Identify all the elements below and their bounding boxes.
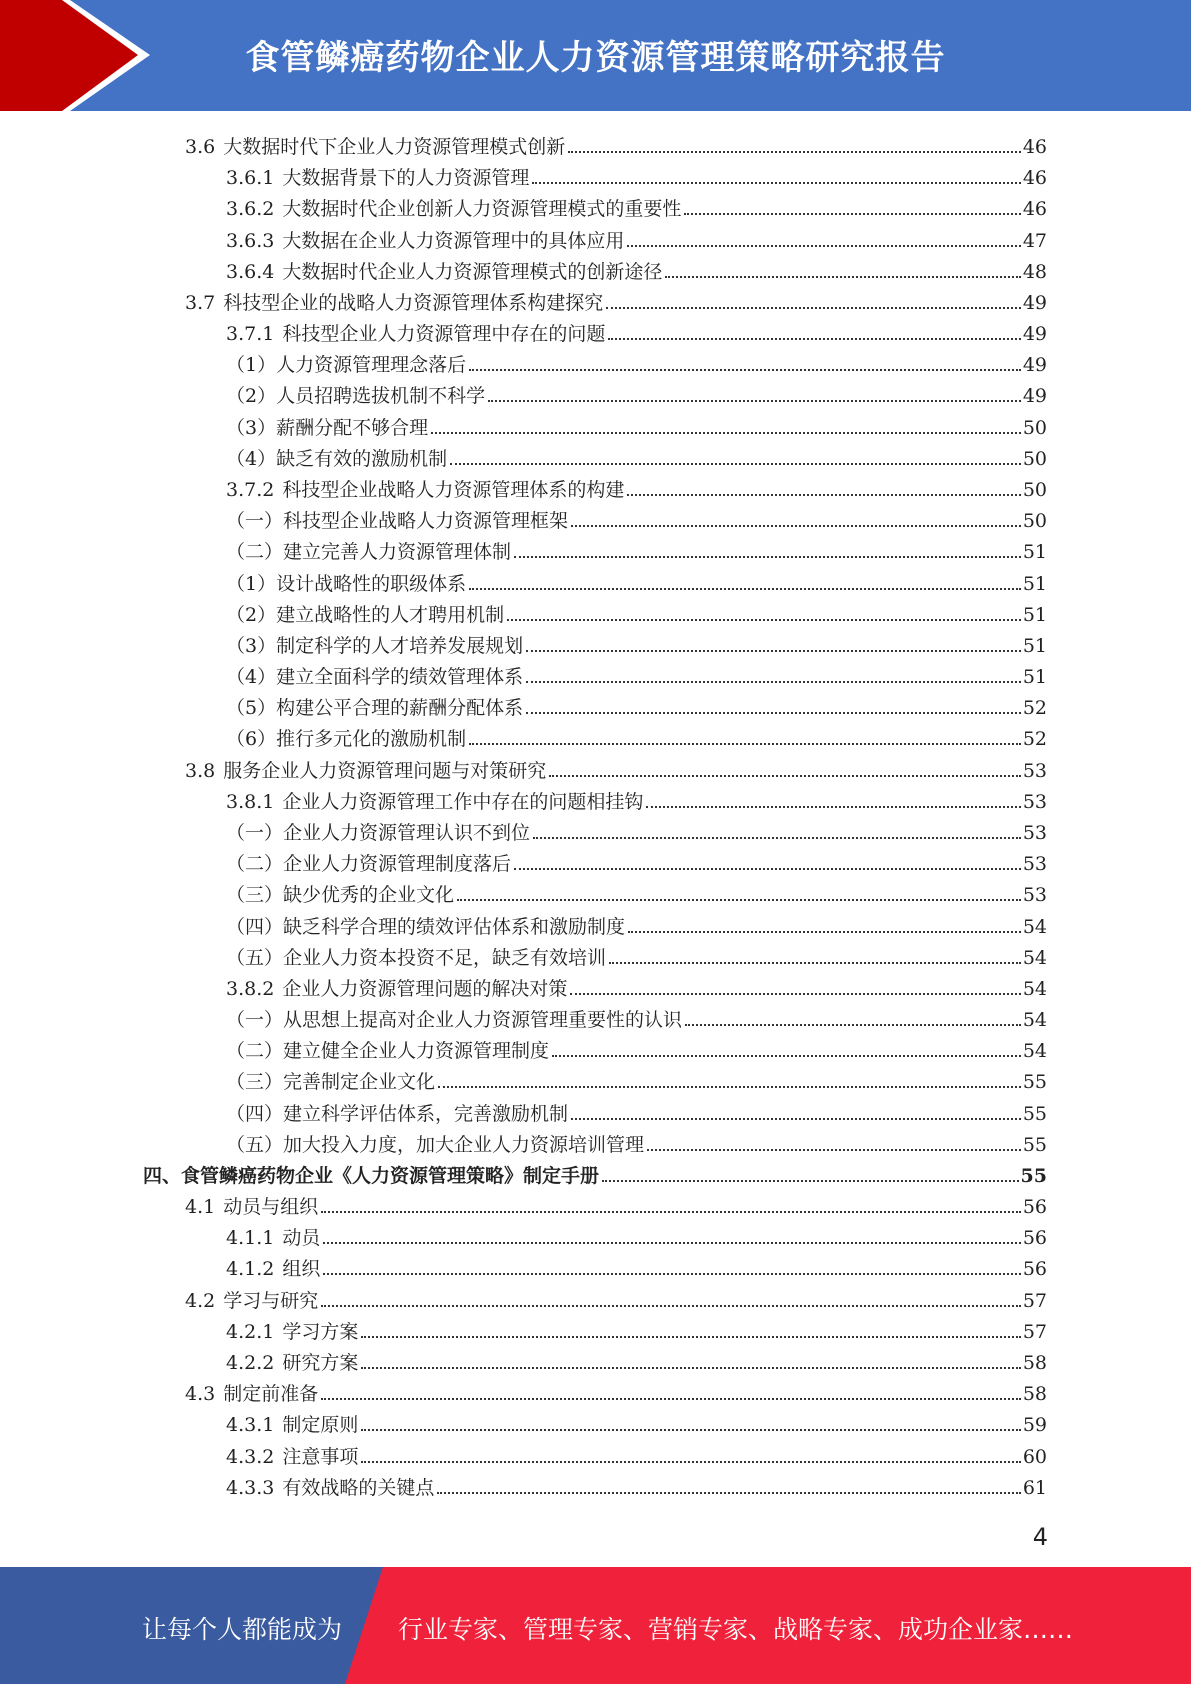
toc-entry-title: 完善制定企业文化: [283, 1071, 436, 1093]
toc-leader-dots: [685, 1023, 1021, 1026]
toc-leader-dots: [526, 680, 1021, 683]
toc-entry[interactable]: [226, 565, 1047, 596]
toc-entry-number: （四）: [226, 916, 284, 938]
toc-leader-dots: [571, 524, 1021, 527]
toc-leader-dots: [608, 337, 1020, 340]
toc-entry[interactable]: [226, 939, 1047, 970]
toc-entry[interactable]: [226, 1438, 1047, 1469]
toc-entry[interactable]: [226, 1126, 1047, 1157]
toc-entry[interactable]: [226, 845, 1047, 876]
toc-entry-number: 4.3.2: [226, 1446, 275, 1468]
toc-entry-number: （二）: [226, 1040, 284, 1062]
toc-entry-page: 58: [1022, 1383, 1047, 1405]
toc-entry[interactable]: [226, 596, 1047, 627]
toc-entry[interactable]: [226, 315, 1047, 346]
toc-leader-dots: [514, 867, 1021, 870]
toc-entry[interactable]: [226, 1344, 1047, 1375]
toc-entry[interactable]: [185, 1282, 1047, 1313]
toc-leader-dots: [568, 150, 1021, 153]
toc-entry-title: 学习方案: [282, 1321, 359, 1343]
toc-entry-title: 大数据时代企业创新人力资源管理模式的重要性: [282, 198, 682, 220]
toc-leader-dots: [457, 898, 1021, 901]
toc-leader-dots: [684, 212, 1020, 215]
toc-entry[interactable]: [226, 1063, 1047, 1094]
toc-entry-page: 55: [1020, 1165, 1047, 1187]
toc-entry-number: （5）: [226, 697, 277, 719]
toc-entry-number: （二）: [226, 853, 284, 875]
toc-entry[interactable]: [143, 1157, 1047, 1188]
toc-entry[interactable]: [185, 752, 1047, 783]
toc-entry-title: 推行多元化的激励机制: [276, 728, 467, 750]
toc-entry[interactable]: [226, 190, 1047, 221]
toc-entry-title: 缺乏有效的激励机制: [276, 448, 448, 470]
toc-entry-page: 52: [1022, 697, 1047, 719]
toc-entry-page: 56: [1022, 1196, 1047, 1218]
toc-entry-title: 大数据时代下企业人力资源管理模式创新: [223, 136, 566, 158]
toc-entry-title: 制定科学的人才培养发展规划: [276, 635, 524, 657]
toc-entry-page: 52: [1022, 728, 1047, 750]
toc-leader-dots: [507, 618, 1021, 621]
toc-entry-page: 53: [1022, 760, 1047, 782]
toc-leader-dots: [469, 742, 1021, 745]
toc-entry-number: （2）: [226, 385, 277, 407]
toc-entry-number: 4.2: [185, 1290, 216, 1312]
toc-leader-dots: [323, 1241, 1020, 1244]
toc-entry[interactable]: [185, 1375, 1047, 1406]
toc-entry-title: 建立科学评估体系，完善激励机制: [283, 1103, 569, 1125]
toc-entry-number: 3.6.1: [226, 167, 275, 189]
toc-entry-page: 47: [1022, 230, 1047, 252]
toc-entry-title: 加大投入力度，加大企业人力资源培训管理: [283, 1134, 645, 1156]
toc-entry-page: 60: [1022, 1446, 1047, 1468]
toc-entry-number: 3.7: [185, 292, 216, 314]
toc-entry-number: 4.3.3: [226, 1477, 275, 1499]
toc-entry-page: 55: [1022, 1103, 1047, 1125]
toc-leader-dots: [602, 1179, 1019, 1182]
toc-entry-number: 3.7.1: [226, 323, 275, 345]
toc-leader-dots: [552, 1054, 1021, 1057]
toc-entry[interactable]: [185, 284, 1047, 315]
toc-entry-number: 4.1.2: [226, 1258, 275, 1280]
toc-entry[interactable]: [226, 159, 1047, 190]
toc-entry-number: （3）: [226, 417, 277, 439]
toc-entry-title: 组织: [282, 1258, 321, 1280]
toc-entry[interactable]: [226, 1001, 1047, 1032]
toc-entry-title: 服务企业人力资源管理问题与对策研究: [223, 760, 547, 782]
toc-entry-title: 食管鳞癌药物企业《人力资源管理策略》制定手册: [181, 1165, 600, 1187]
toc-entry[interactable]: [226, 1250, 1047, 1281]
toc-leader-dots: [469, 368, 1021, 371]
toc-leader-dots: [627, 493, 1020, 496]
toc-entry-title: 科技型企业的战略人力资源管理体系构建探究: [223, 292, 604, 314]
toc-entry-number: 3.6.4: [226, 261, 275, 283]
toc-entry-number: （五）: [226, 947, 284, 969]
toc-entry-number: 4.3: [185, 1383, 216, 1405]
toc-leader-dots: [533, 836, 1021, 839]
toc-entry[interactable]: [226, 876, 1047, 907]
toc-entry-page: 57: [1022, 1321, 1047, 1343]
toc-entry-title: 企业人力资源管理问题的解决对策: [282, 978, 568, 1000]
toc-entry[interactable]: [226, 783, 1047, 814]
toc-entry-title: 研究方案: [282, 1352, 359, 1374]
toc-entry-title: 人力资源管理理念落后: [276, 354, 467, 376]
toc-entry-title: 建立健全企业人力资源管理制度: [283, 1040, 550, 1062]
toc-entry-page: 54: [1022, 978, 1047, 1000]
toc-entry-title: 科技型企业人力资源管理中存在的问题: [282, 323, 606, 345]
toc-entry-title: 企业人力资源管理认识不到位: [283, 822, 531, 844]
toc-entry[interactable]: [226, 814, 1047, 845]
toc-entry-title: 缺乏科学合理的绩效评估体系和激励制度: [283, 916, 626, 938]
toc-entry-number: 4.1.1: [226, 1227, 275, 1249]
toc-entry-number: 3.6.2: [226, 198, 275, 220]
toc-leader-dots: [514, 555, 1021, 558]
toc-entry-title: 学习与研究: [223, 1290, 319, 1312]
toc-leader-dots: [609, 961, 1021, 964]
toc-entry-number: （1）: [226, 573, 277, 595]
toc-entry-number: （三）: [226, 884, 284, 906]
toc-entry-page: 50: [1022, 417, 1047, 439]
toc-leader-dots: [628, 930, 1021, 933]
toc-entry-page: 54: [1022, 1040, 1047, 1062]
toc-entry-number: （4）: [226, 448, 277, 470]
toc-entry[interactable]: [226, 222, 1047, 253]
toc-entry[interactable]: [226, 908, 1047, 939]
toc-entry-page: 54: [1022, 916, 1047, 938]
toc-entry-title: 有效战略的关键点: [282, 1477, 435, 1499]
toc-entry[interactable]: [226, 1313, 1047, 1344]
toc-entry-number: 4.2.2: [226, 1352, 275, 1374]
toc-entry-title: 企业人力资源管理制度落后: [283, 853, 512, 875]
toc-leader-dots: [532, 181, 1020, 184]
toc-leader-dots: [665, 275, 1020, 278]
toc-entry[interactable]: [226, 720, 1047, 751]
toc-entry-page: 49: [1022, 323, 1047, 345]
toc-entry-page: 59: [1022, 1414, 1047, 1436]
toc-entry-number: 3.8.1: [226, 791, 275, 813]
toc-entry-number: （五）: [226, 1134, 284, 1156]
toc-entry-page: 57: [1022, 1290, 1047, 1312]
toc-entry[interactable]: [226, 533, 1047, 564]
toc-entry-page: 54: [1022, 947, 1047, 969]
toc-entry-title: 企业人力资源管理工作中存在的问题相挂钩: [282, 791, 644, 813]
toc-entry[interactable]: [226, 471, 1047, 502]
toc-entry-page: 53: [1022, 884, 1047, 906]
toc-entry-number: （3）: [226, 635, 277, 657]
toc-entry-page: 53: [1022, 853, 1047, 875]
toc-entry-number: （一）: [226, 510, 284, 532]
toc-entry-number: （一）: [226, 822, 284, 844]
toc-entry-number: （1）: [226, 354, 277, 376]
toc-entry-page: 50: [1022, 448, 1047, 470]
toc-entry-page: 54: [1022, 1009, 1047, 1031]
toc-leader-dots: [606, 306, 1021, 309]
toc-entry-page: 56: [1022, 1258, 1047, 1280]
toc-entry[interactable]: [185, 128, 1047, 159]
toc-entry[interactable]: [226, 1406, 1047, 1437]
toc-entry-title: 科技型企业战略人力资源管理体系的构建: [282, 479, 625, 501]
toc-leader-dots: [321, 1304, 1021, 1307]
toc-entry[interactable]: [226, 970, 1047, 1001]
toc-leader-dots: [526, 649, 1021, 652]
toc-leader-dots: [488, 399, 1021, 402]
toc-entry-number: 3.7.2: [226, 479, 275, 501]
toc-entry[interactable]: [226, 627, 1047, 658]
toc-leader-dots: [361, 1460, 1020, 1463]
toc-entry-page: 56: [1022, 1227, 1047, 1249]
toc-leader-dots: [321, 1397, 1021, 1400]
toc-entry-title: 建立战略性的人才聘用机制: [276, 604, 505, 626]
toc-entry-title: 缺少优秀的企业文化: [283, 884, 455, 906]
toc-leader-dots: [570, 992, 1020, 995]
toc-entry-number: 4.3.1: [226, 1414, 275, 1436]
toc-entry[interactable]: [226, 440, 1047, 471]
toc-entry-number: （2）: [226, 604, 277, 626]
toc-entry-number: （二）: [226, 541, 284, 563]
toc-entry-page: 53: [1022, 822, 1047, 844]
toc-entry[interactable]: [226, 689, 1047, 720]
toc-entry-page: 50: [1022, 479, 1047, 501]
toc-entry-page: 61: [1022, 1477, 1047, 1499]
toc-entry[interactable]: [226, 253, 1047, 284]
toc-entry-page: 51: [1022, 666, 1047, 688]
toc-leader-dots: [450, 462, 1021, 465]
toc-entry-number: （4）: [226, 666, 277, 688]
toc-entry-number: 3.8.2: [226, 978, 275, 1000]
toc-entry[interactable]: [226, 409, 1047, 440]
toc-entry-page: 49: [1022, 292, 1047, 314]
toc-leader-dots: [437, 1491, 1020, 1494]
page-footer: [0, 1567, 1191, 1684]
toc-entry-page: 51: [1022, 573, 1047, 595]
toc-entry-title: 大数据背景下的人力资源管理: [282, 167, 530, 189]
toc-entry-page: 58: [1022, 1352, 1047, 1374]
toc-entry-title: 大数据在企业人力资源管理中的具体应用: [282, 230, 625, 252]
toc-leader-dots: [361, 1335, 1020, 1338]
page-number: 4: [1032, 1523, 1048, 1551]
toc-leader-dots: [646, 805, 1020, 808]
toc-entry-title: 制定原则: [282, 1414, 359, 1436]
toc-entry-title: 人员招聘选拔机制不科学: [276, 385, 486, 407]
toc-entry[interactable]: [185, 1188, 1047, 1219]
toc-entry-number: （三）: [226, 1071, 284, 1093]
toc-entry-page: 50: [1022, 510, 1047, 532]
toc-entry-title: 设计战略性的职级体系: [276, 573, 467, 595]
toc-leader-dots: [361, 1366, 1020, 1369]
toc-entry[interactable]: [226, 346, 1047, 377]
toc-entry-title: 建立全面科学的绩效管理体系: [276, 666, 524, 688]
toc-entry-title: 构建公平合理的薪酬分配体系: [276, 697, 524, 719]
toc-leader-dots: [526, 711, 1021, 714]
toc-entry-title: 从思想上提高对企业人力资源管理重要性的认识: [283, 1009, 683, 1031]
toc-leader-dots: [571, 1117, 1021, 1120]
toc-entry-title: 动员与组织: [223, 1196, 319, 1218]
toc-entry[interactable]: [226, 1219, 1047, 1250]
toc-leader-dots: [361, 1428, 1020, 1431]
document-title: 食管鳞癌药物企业人力资源管理策略研究报告: [245, 38, 946, 78]
toc-entry-title: 薪酬分配不够合理: [276, 417, 429, 439]
toc-entry-number: 4.2.1: [226, 1321, 275, 1343]
toc-entry-number: 四、: [143, 1165, 182, 1187]
toc-entry-page: 53: [1022, 791, 1047, 813]
toc-entry-number: （一）: [226, 1009, 284, 1031]
toc-entry-page: 49: [1022, 354, 1047, 376]
toc-entry-page: 49: [1022, 385, 1047, 407]
toc-entry[interactable]: [226, 1032, 1047, 1063]
toc-entry-title: 建立完善人力资源管理体制: [283, 541, 512, 563]
toc-leader-dots: [323, 1272, 1020, 1275]
toc-leader-dots: [469, 587, 1021, 590]
toc-leader-dots: [549, 774, 1021, 777]
toc-leader-dots: [627, 244, 1020, 247]
toc-entry-page: 48: [1022, 261, 1047, 283]
toc-entry-number: 4.1: [185, 1196, 216, 1218]
toc-entry-page: 46: [1022, 136, 1047, 158]
toc-entry-number: 3.6: [185, 136, 216, 158]
toc-entry[interactable]: [226, 658, 1047, 689]
toc-leader-dots: [438, 1085, 1021, 1088]
toc-entry[interactable]: [226, 377, 1047, 408]
toc-entry-page: 51: [1022, 604, 1047, 626]
toc-entry-number: 3.6.3: [226, 230, 275, 252]
page-header: [0, 0, 1191, 111]
toc-entry-page: 46: [1022, 167, 1047, 189]
toc-entry-title: 大数据时代企业人力资源管理模式的创新途径: [282, 261, 663, 283]
toc-entry[interactable]: [226, 1095, 1047, 1126]
toc-entry-title: 企业人力资本投资不足，缺乏有效培训: [283, 947, 607, 969]
toc-entry-page: 51: [1022, 541, 1047, 563]
toc-entry-number: （四）: [226, 1103, 284, 1125]
toc-entry-page: 51: [1022, 635, 1047, 657]
toc-entry-title: 科技型企业战略人力资源管理框架: [283, 510, 569, 532]
toc-entry-number: （6）: [226, 728, 277, 750]
toc-entry-title: 动员: [282, 1227, 321, 1249]
toc-leader-dots: [647, 1148, 1021, 1151]
toc-leader-dots: [431, 431, 1021, 434]
toc-leader-dots: [321, 1210, 1021, 1213]
toc-entry-page: 55: [1022, 1071, 1047, 1093]
footer-slogan-right: 行业专家、管理专家、营销专家、战略专家、成功企业家……: [398, 1615, 1074, 1644]
toc-entry-number: 3.8: [185, 760, 216, 782]
toc-entry-title: 注意事项: [282, 1446, 359, 1468]
toc-entry-page: 46: [1022, 198, 1047, 220]
footer-slogan-left: 让每个人都能成为: [142, 1615, 343, 1644]
toc-entry-page: 55: [1022, 1134, 1047, 1156]
toc-entry[interactable]: [226, 502, 1047, 533]
toc-entry[interactable]: [226, 1469, 1047, 1500]
toc-entry-title: 制定前准备: [223, 1383, 319, 1405]
